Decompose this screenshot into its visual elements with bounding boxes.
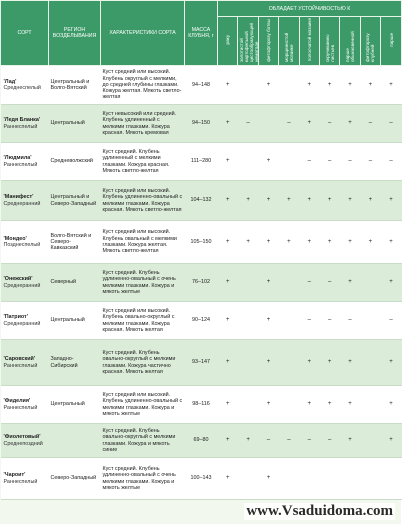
resistance-mark: + — [299, 105, 319, 143]
resistance-mark: + — [218, 302, 238, 340]
resistance-mark: + — [340, 386, 360, 424]
resistance-mark: – — [279, 105, 299, 143]
resistance-mark: – — [319, 105, 339, 143]
variety-name: 'Людмила' — [3, 155, 32, 162]
header-sort: СОРТ — [1, 1, 49, 66]
resistance-mark: + — [299, 66, 319, 105]
resistance-mark: + — [218, 181, 238, 221]
mass-cell: 100–143 — [185, 458, 218, 500]
resistance-mark: + — [299, 386, 319, 424]
resistance-mark: + — [319, 386, 339, 424]
variety-ripeness: Среднеспелый — [3, 85, 41, 91]
header-resist-6: скручиванию листьев — [319, 17, 339, 66]
resistance-mark: + — [340, 264, 360, 302]
resistance-mark: + — [340, 105, 360, 143]
characteristics-cell: Куст средний или высокий. Клубень овальный с мелкими глазками. Кожура желтая. Мякоть светло-желтая — [101, 221, 185, 264]
table-row — [1, 181, 402, 221]
resistance-mark — [238, 458, 258, 500]
variety-name: 'Онежский' — [3, 276, 33, 283]
resistance-mark: + — [218, 264, 238, 302]
mass-cell: 104–132 — [185, 181, 218, 221]
resistance-mark: + — [381, 386, 402, 424]
variety-cell — [1, 302, 49, 340]
variety-cell — [1, 66, 49, 105]
resistance-mark: + — [258, 143, 278, 181]
header-mass: МАССА КЛУБНЯ, г — [185, 1, 218, 66]
resistance-mark: – — [381, 143, 402, 181]
mass-cell: 69–80 — [185, 424, 218, 458]
variety-cell — [1, 340, 49, 386]
variety-ripeness: Раннеспелый — [3, 478, 38, 485]
resistance-mark: + — [381, 221, 402, 264]
resistance-mark: – — [360, 143, 380, 181]
region-cell: Центральный и Волго-Вятский — [49, 66, 101, 105]
resistance-mark: + — [319, 181, 339, 221]
resistance-mark: – — [340, 302, 360, 340]
resistance-mark: + — [218, 458, 238, 500]
mass-cell: 111–280 — [185, 143, 218, 181]
resistance-mark: + — [340, 181, 360, 221]
resistance-mark: + — [381, 181, 402, 221]
resistance-mark: + — [340, 221, 360, 264]
resistance-mark: + — [340, 340, 360, 386]
region-cell: Северо-Западный — [49, 458, 101, 500]
variety-name: 'Саровский' — [3, 356, 36, 363]
region-cell: Центральный — [49, 386, 101, 424]
resistance-mark: + — [381, 66, 402, 105]
variety-ripeness: Раннеспелый — [3, 161, 38, 168]
header-resist-3: фитофторозу ботвы — [258, 17, 278, 66]
characteristics-cell: Куст средний или высокий. Клубень округлый с мелкими, до средней глубины глазками. Кожура желтая. Мякоть светло-желтая — [101, 66, 185, 105]
header-region: РЕГИОН ВОЗДЕЛЫВАНИЯ — [49, 1, 101, 66]
region-cell: Волго-Вятский и Северо-Кавказский — [49, 221, 101, 264]
variety-ripeness: Среднепоздний — [3, 440, 43, 447]
resistance-mark — [279, 386, 299, 424]
table-row — [1, 424, 402, 458]
resistance-mark: + — [319, 221, 339, 264]
resistance-mark — [360, 424, 380, 458]
region-cell: Северный — [49, 264, 101, 302]
variety-name: 'Фиолетовый' — [3, 434, 41, 441]
resistance-mark — [340, 458, 360, 500]
variety-cell — [1, 424, 49, 458]
resistance-mark — [319, 458, 339, 500]
resistance-mark — [238, 302, 258, 340]
resistance-mark — [381, 458, 402, 500]
variety-name: 'Чароит' — [3, 472, 26, 479]
resistance-mark: + — [258, 386, 278, 424]
resistance-mark: + — [258, 458, 278, 500]
characteristics-cell: Куст средний. Клубень удлиненно-овальный с очень мелкими глазками. Кожура и мякоть желтые — [101, 264, 185, 302]
resistance-mark: + — [319, 66, 339, 105]
resistance-mark: + — [360, 66, 380, 105]
resistance-mark: + — [238, 181, 258, 221]
variety-cell — [1, 386, 49, 424]
resistance-mark: – — [299, 302, 319, 340]
resistance-mark: + — [258, 302, 278, 340]
table-row — [1, 143, 402, 181]
resistance-mark: – — [360, 105, 380, 143]
mass-cell: 98–116 — [185, 386, 218, 424]
resistance-mark: + — [218, 143, 238, 181]
resistance-mark: – — [299, 143, 319, 181]
table-row — [1, 340, 402, 386]
resistance-mark: + — [218, 105, 238, 143]
resistance-mark: + — [258, 181, 278, 221]
region-cell: Средневолжский — [49, 143, 101, 181]
resistance-mark: + — [218, 386, 238, 424]
variety-ripeness: Раннеспелый — [3, 123, 38, 130]
resistance-mark: + — [360, 181, 380, 221]
resistance-mark — [238, 340, 258, 386]
resistance-mark: – — [279, 424, 299, 458]
characteristics-cell: Куст средний или высокий. Клубень удлиненно-овальный с мелкими глазками. Кожура и мякоть желтые — [101, 386, 185, 424]
mass-cell: 105–150 — [185, 221, 218, 264]
resistance-mark — [258, 105, 278, 143]
resistance-mark — [238, 264, 258, 302]
variety-ripeness: Среднеранний — [3, 200, 41, 207]
table-row — [1, 458, 402, 500]
variety-name: 'Фиделия' — [3, 398, 31, 405]
mass-cell: 94–148 — [185, 66, 218, 105]
header-resist-7: парше обыкновенной — [340, 17, 360, 66]
resistance-mark: + — [279, 181, 299, 221]
characteristics-cell: Куст средний или высокий. Клубень овально-округлый с мелкими глазками. Кожура красная. Мякоть желтая — [101, 302, 185, 340]
table-row — [1, 264, 402, 302]
variety-ripeness: Среднеранний — [3, 320, 41, 327]
resistance-mark: + — [299, 181, 319, 221]
resistance-mark — [238, 66, 258, 105]
region-cell: Западно-Сибирский — [49, 340, 101, 386]
resistance-mark: + — [340, 66, 360, 105]
watermark: www.Vsaduidoma.com — [246, 503, 393, 519]
resistance-mark — [279, 340, 299, 386]
resistance-mark: – — [319, 302, 339, 340]
variety-cell — [1, 105, 49, 143]
resistance-mark — [279, 143, 299, 181]
resistance-mark — [360, 264, 380, 302]
resistance-mark: + — [218, 66, 238, 105]
variety-name: 'Ледя Бланка' — [3, 117, 41, 124]
mass-cell: 90–124 — [185, 302, 218, 340]
variety-name: 'Мондео' — [3, 235, 27, 242]
resistance-mark: + — [299, 340, 319, 386]
resistance-mark: + — [258, 340, 278, 386]
resistance-mark: – — [319, 264, 339, 302]
resistance-mark: + — [238, 424, 258, 458]
mass-cell: 94–150 — [185, 105, 218, 143]
header-resist-2: золотистой картофельной цистообразующей нематоде — [238, 17, 258, 66]
characteristics-cell: Куст невысокий или средний. Клубень удлиненный с мелкими глазками. Кожура красная. Мякоть кремовая — [101, 105, 185, 143]
resistance-mark — [238, 386, 258, 424]
resistance-mark: – — [340, 143, 360, 181]
resistance-mark: – — [319, 424, 339, 458]
variety-name: 'Лад' — [3, 78, 17, 85]
resistance-mark: + — [258, 264, 278, 302]
resistance-mark: + — [279, 221, 299, 264]
header-resist-1: раку — [218, 17, 238, 66]
variety-ripeness: Раннеспелый — [3, 362, 38, 369]
variety-name: 'Патриот' — [3, 314, 28, 321]
resistance-mark — [238, 143, 258, 181]
variety-ripeness: Раннеспелый — [3, 404, 38, 411]
variety-cell — [1, 143, 49, 181]
resistance-mark: – — [381, 302, 402, 340]
resistance-mark: + — [238, 221, 258, 264]
variety-cell — [1, 181, 49, 221]
header-resist-8: фитофторозу клубней — [360, 17, 380, 66]
resistance-mark — [360, 340, 380, 386]
resistance-mark — [299, 458, 319, 500]
header-resist-4: морщинистой мозаике — [279, 17, 299, 66]
variety-cell — [1, 458, 49, 500]
mass-cell: 93–147 — [185, 340, 218, 386]
table-row — [1, 386, 402, 424]
characteristics-cell: Куст средний. Клубень овально-округлый с мелкими глазками. Кожура и мякоть синие — [101, 424, 185, 458]
resistance-mark: + — [340, 424, 360, 458]
table-row — [1, 302, 402, 340]
resistance-mark: + — [258, 66, 278, 105]
characteristics-cell: Куст средний. Клубень удлиненно-овальный с очень мелкими глазками. Кожура и мякоть желтые — [101, 458, 185, 500]
resistance-mark — [279, 458, 299, 500]
resistance-mark: – — [238, 105, 258, 143]
table-row — [1, 66, 402, 105]
resistance-mark: + — [360, 221, 380, 264]
resistance-mark: + — [381, 340, 402, 386]
resistance-mark: + — [299, 221, 319, 264]
resistance-mark: + — [218, 340, 238, 386]
resistance-mark — [360, 302, 380, 340]
characteristics-cell: Куст средний или высокий. Клубень удлиненно-овальный с мелкими глазками. Кожура красная. Мякоть светло-желтая — [101, 181, 185, 221]
region-cell — [49, 424, 101, 458]
resistance-mark: + — [381, 424, 402, 458]
table-row — [1, 105, 402, 143]
resistance-mark: – — [381, 105, 402, 143]
characteristics-cell: Куст средний. Клубень удлиненный с мелкими глазками. Кожура красная. Мякоть светло-желтая — [101, 143, 185, 181]
region-cell: Центральный и Северо-Западный — [49, 181, 101, 221]
mass-cell: 76–102 — [185, 264, 218, 302]
variety-ripeness: Позднеспелый — [3, 242, 41, 248]
resistance-mark: + — [218, 221, 238, 264]
table-body — [1, 66, 402, 500]
resistance-mark: – — [258, 424, 278, 458]
variety-cell — [1, 264, 49, 302]
variety-cell — [1, 221, 49, 264]
resistance-mark — [279, 302, 299, 340]
resistance-mark: + — [381, 264, 402, 302]
header-resist-9: парше — [381, 17, 402, 66]
resistance-mark — [360, 386, 380, 424]
characteristics-cell: Куст средний. Клубень овально-округлый с мелкими глазками. Кожура частично красная. Мякоть желтая — [101, 340, 185, 386]
resistance-mark: – — [299, 264, 319, 302]
resistance-mark — [360, 458, 380, 500]
region-cell: Центральный — [49, 105, 101, 143]
resistance-mark: – — [319, 143, 339, 181]
header-characteristics: ХАРАКТЕРИСТИКИ СОРТА — [101, 1, 185, 66]
resistance-mark: – — [299, 424, 319, 458]
variety-name: 'Манифест' — [3, 194, 34, 201]
resistance-mark — [279, 66, 299, 105]
resistance-mark: + — [258, 221, 278, 264]
header-resist-5: полосчатой мозаике — [299, 17, 319, 66]
resistance-mark — [279, 264, 299, 302]
region-cell: Центральный — [49, 302, 101, 340]
variety-ripeness: Среднеранний — [3, 282, 41, 289]
table-row — [1, 221, 402, 264]
resistance-mark: + — [319, 340, 339, 386]
header-resistance: ОБЛАДАЕТ УСТОЙЧИВОСТЬЮ К — [218, 1, 402, 17]
resistance-mark: + — [218, 424, 238, 458]
